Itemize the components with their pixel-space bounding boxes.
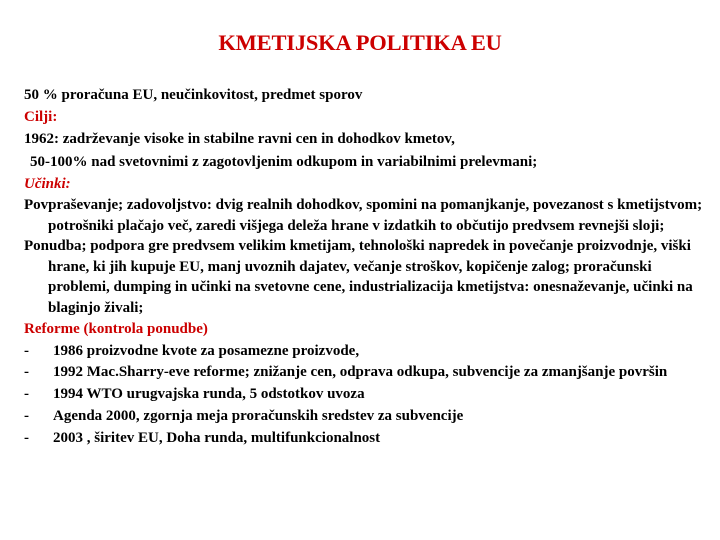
- slide-body: [24, 84, 712, 450]
- effects-heading: Učinki:: [24, 175, 71, 192]
- reforms-heading: Reforme (kontrola ponudbe): [24, 321, 208, 338]
- dash-bullet: -: [24, 385, 29, 402]
- reform-item: [24, 362, 712, 383]
- reform-item: [24, 340, 712, 362]
- reform-text: 2003 , širitev EU, Doha runda, multifunkcionalnost: [53, 430, 381, 447]
- reform-text: 1986 proizvodne kvote za posamezne proizvode,: [53, 343, 360, 360]
- reform-item: [24, 405, 712, 427]
- dash-bullet: -: [24, 343, 29, 360]
- reform-item: [24, 427, 712, 449]
- dash-bullet: -: [24, 408, 29, 425]
- reform-text: 1992 Mac.Sharry-eve reforme; znižanje cen, odprava odkupa, subvencije za zmanjšanje površin: [53, 364, 668, 381]
- slide-title: KMETIJSKA POLITIKA EU: [218, 30, 502, 55]
- goals-line-2: 50-100% nad svetovnimi z zagotovljenim odkupom in variabilnimi prelevmani;: [30, 153, 538, 170]
- reform-text: 1994 WTO urugvajska runda, 5 odstotkov uvoza: [53, 385, 365, 402]
- reform-text: Agenda 2000, zgornja meja proračunskih sredstev za subvencije: [53, 408, 464, 425]
- dash-bullet: -: [24, 364, 29, 381]
- demand-paragraph: Povpraševanje; zadovoljstvo: dvig realnih dohodkov, spomini na pomanjkanje, povezanost s kmetijstvom; potrošniki plačajo več, zaredi višjega deleža hrane v izdatkih to občutijo predvsem revnejši sloji;: [24, 197, 703, 234]
- dash-bullet: -: [24, 430, 29, 447]
- goals-heading: Cilji:: [24, 109, 58, 126]
- supply-paragraph: Ponudba; podpora gre predvsem velikim kmetijam, tehnološki napredek in povečanje proizvodnje, viški hrane, ki jih kupuje EU, manj uvoznih dajatev, večanje stroškov, kopičenje zalog; proračunski problemi, dumping in učinki na svetovne cene, industrializacija kmetijstva: onesnaževanje, učinki na blaginjo živali;: [24, 238, 693, 316]
- reform-item: [24, 383, 712, 405]
- intro-line: 50 % proračuna EU, neučinkovitost, predmet sporov: [24, 87, 363, 103]
- goals-line-1: 1962: zadrževanje visoke in stabilne ravni cen in dohodkov kmetov,: [24, 131, 455, 148]
